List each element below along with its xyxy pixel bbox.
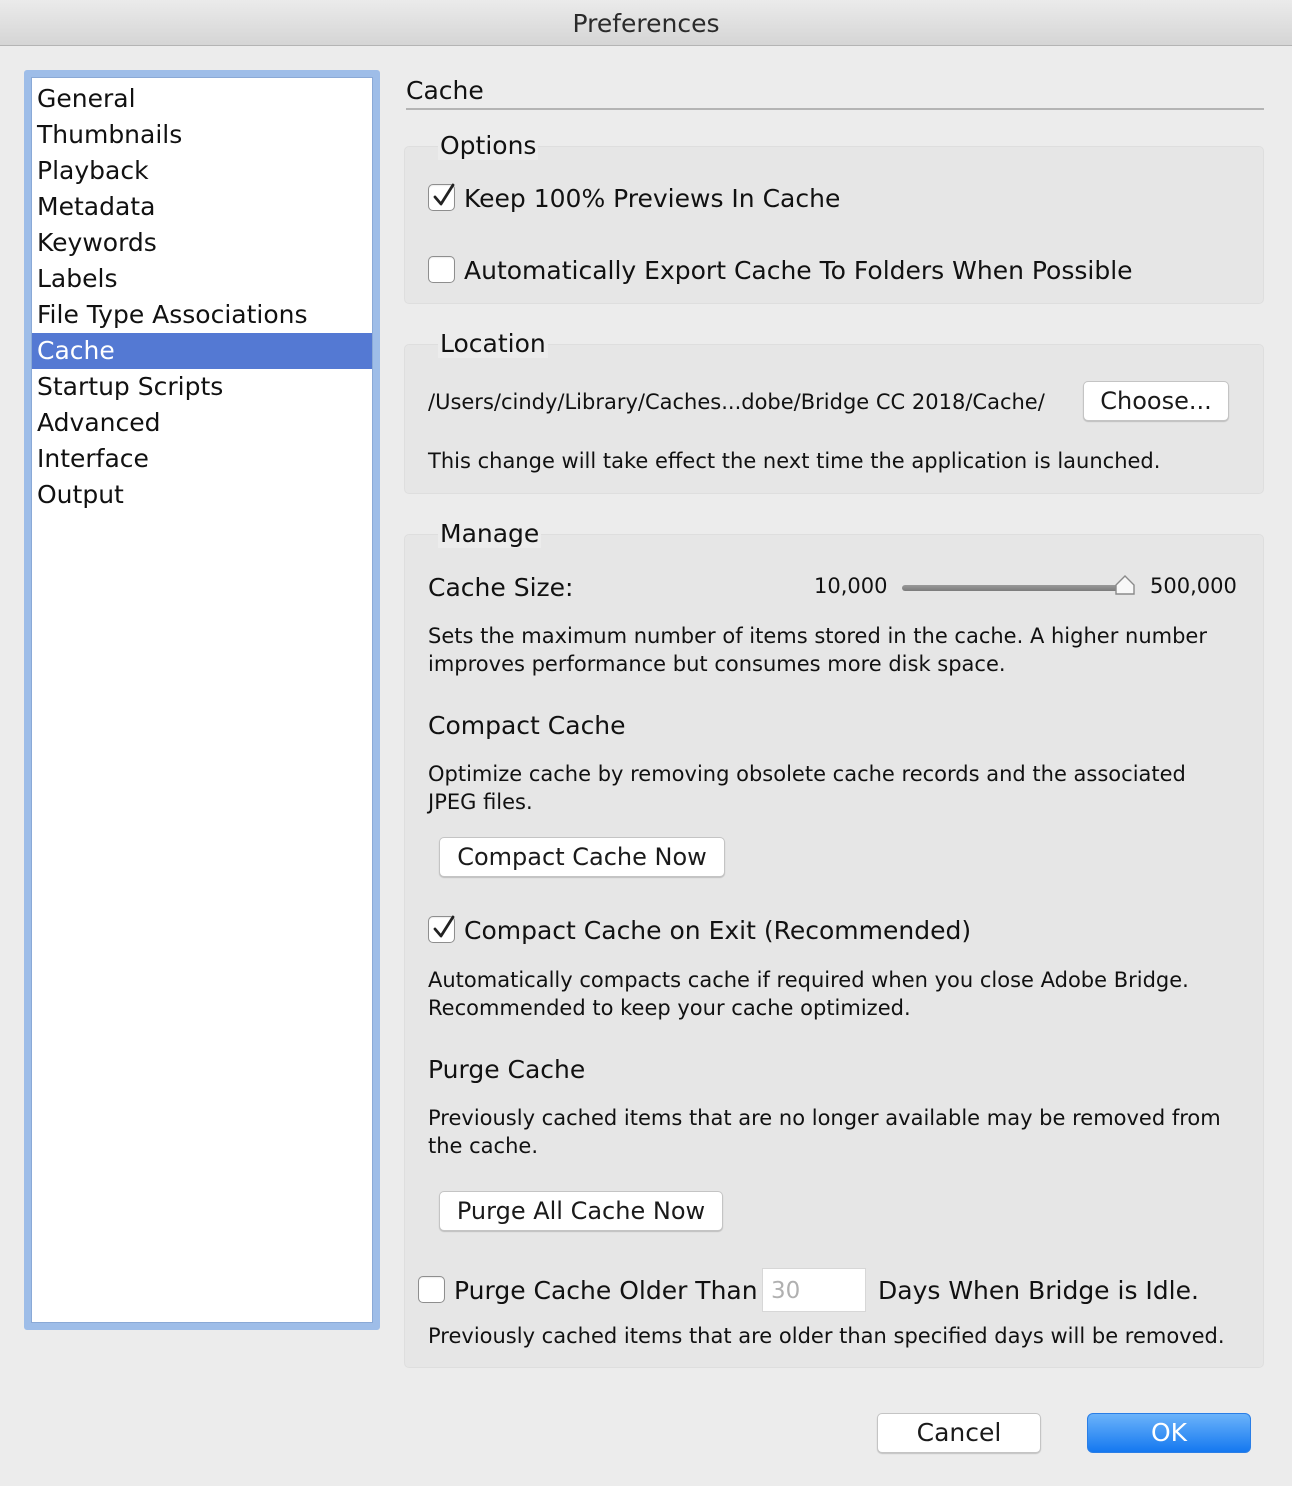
purge-all-cache-now-button[interactable]: Purge All Cache Now: [439, 1191, 723, 1231]
window-title: Preferences: [572, 9, 720, 38]
purge-days-input[interactable]: 30: [762, 1268, 866, 1312]
purge-older-label[interactable]: Purge Cache Older Than: [454, 1276, 758, 1305]
sidebar-item-keywords[interactable]: Keywords: [37, 228, 157, 257]
choose-location-button[interactable]: Choose...: [1083, 381, 1229, 421]
keep-previews-checkbox[interactable]: [428, 184, 455, 211]
window-titlebar: [0, 0, 1292, 46]
sidebar-item-output[interactable]: Output: [37, 480, 124, 509]
cancel-button[interactable]: Cancel: [877, 1413, 1041, 1453]
compact-on-exit-label[interactable]: Compact Cache on Exit (Recommended): [464, 916, 972, 945]
keep-previews-label[interactable]: Keep 100% Previews In Cache: [464, 184, 841, 213]
sidebar-item-labels[interactable]: Labels: [37, 264, 118, 293]
compact-cache-heading: Compact Cache: [428, 711, 626, 740]
cache-size-slider[interactable]: [902, 585, 1132, 591]
cache-size-slider-thumb[interactable]: [1114, 575, 1136, 597]
sidebar-item-cache[interactable]: Cache: [32, 333, 372, 369]
cache-size-label: Cache Size:: [428, 573, 574, 602]
sidebar-item-playback[interactable]: Playback: [37, 156, 149, 185]
purge-older-suffix-label: Days When Bridge is Idle.: [878, 1276, 1199, 1305]
sidebar-item-advanced[interactable]: Advanced: [37, 408, 161, 437]
purge-cache-heading: Purge Cache: [428, 1055, 586, 1084]
cache-size-description: Sets the maximum number of items stored in the cache. A higher number improves performance but consumes more disk space.: [428, 624, 1207, 676]
location-group-title: Location: [440, 329, 546, 358]
compact-on-exit-checkbox[interactable]: [428, 916, 455, 943]
compact-on-exit-description: Automatically compacts cache if required when you close Adobe Bridge. Recommended to keep your cache optimized.: [428, 968, 1189, 1020]
location-note: This change will take effect the next time the application is launched.: [428, 449, 1161, 473]
sidebar-item-thumbnails[interactable]: Thumbnails: [37, 120, 183, 149]
ok-button[interactable]: OK: [1087, 1413, 1251, 1453]
sidebar-item-interface[interactable]: Interface: [37, 444, 149, 473]
sidebar-item-general[interactable]: General: [37, 84, 136, 113]
sidebar-item-startup-scripts[interactable]: Startup Scripts: [37, 372, 224, 401]
compact-cache-now-button[interactable]: Compact Cache Now: [439, 837, 725, 877]
page-title: Cache: [406, 76, 484, 105]
preferences-category-list[interactable]: [31, 77, 373, 1323]
page-title-divider: [406, 108, 1264, 110]
compact-cache-description: Optimize cache by removing obsolete cache records and the associated JPEG files.: [428, 762, 1186, 814]
cache-size-min-label: 10,000: [814, 574, 888, 598]
sidebar-item-file-type-associations[interactable]: File Type Associations: [37, 300, 308, 329]
manage-group-title: Manage: [440, 519, 540, 548]
purge-cache-description: Previously cached items that are no longer available may be removed from the cache.: [428, 1106, 1221, 1158]
sidebar-item-metadata[interactable]: Metadata: [37, 192, 156, 221]
purge-older-checkbox[interactable]: [418, 1276, 445, 1303]
checkmark-icon: [431, 182, 457, 210]
cache-location-path: /Users/cindy/Library/Caches...dobe/Bridge CC 2018/Cache/: [428, 390, 1045, 414]
auto-export-label[interactable]: Automatically Export Cache To Folders When Possible: [464, 256, 1133, 285]
cache-size-max-label: 500,000: [1150, 574, 1237, 598]
checkmark-icon: [431, 914, 457, 942]
options-group-title: Options: [440, 131, 537, 160]
purge-older-description: Previously cached items that are older than specified days will be removed.: [428, 1324, 1225, 1348]
auto-export-checkbox[interactable]: [428, 256, 455, 283]
